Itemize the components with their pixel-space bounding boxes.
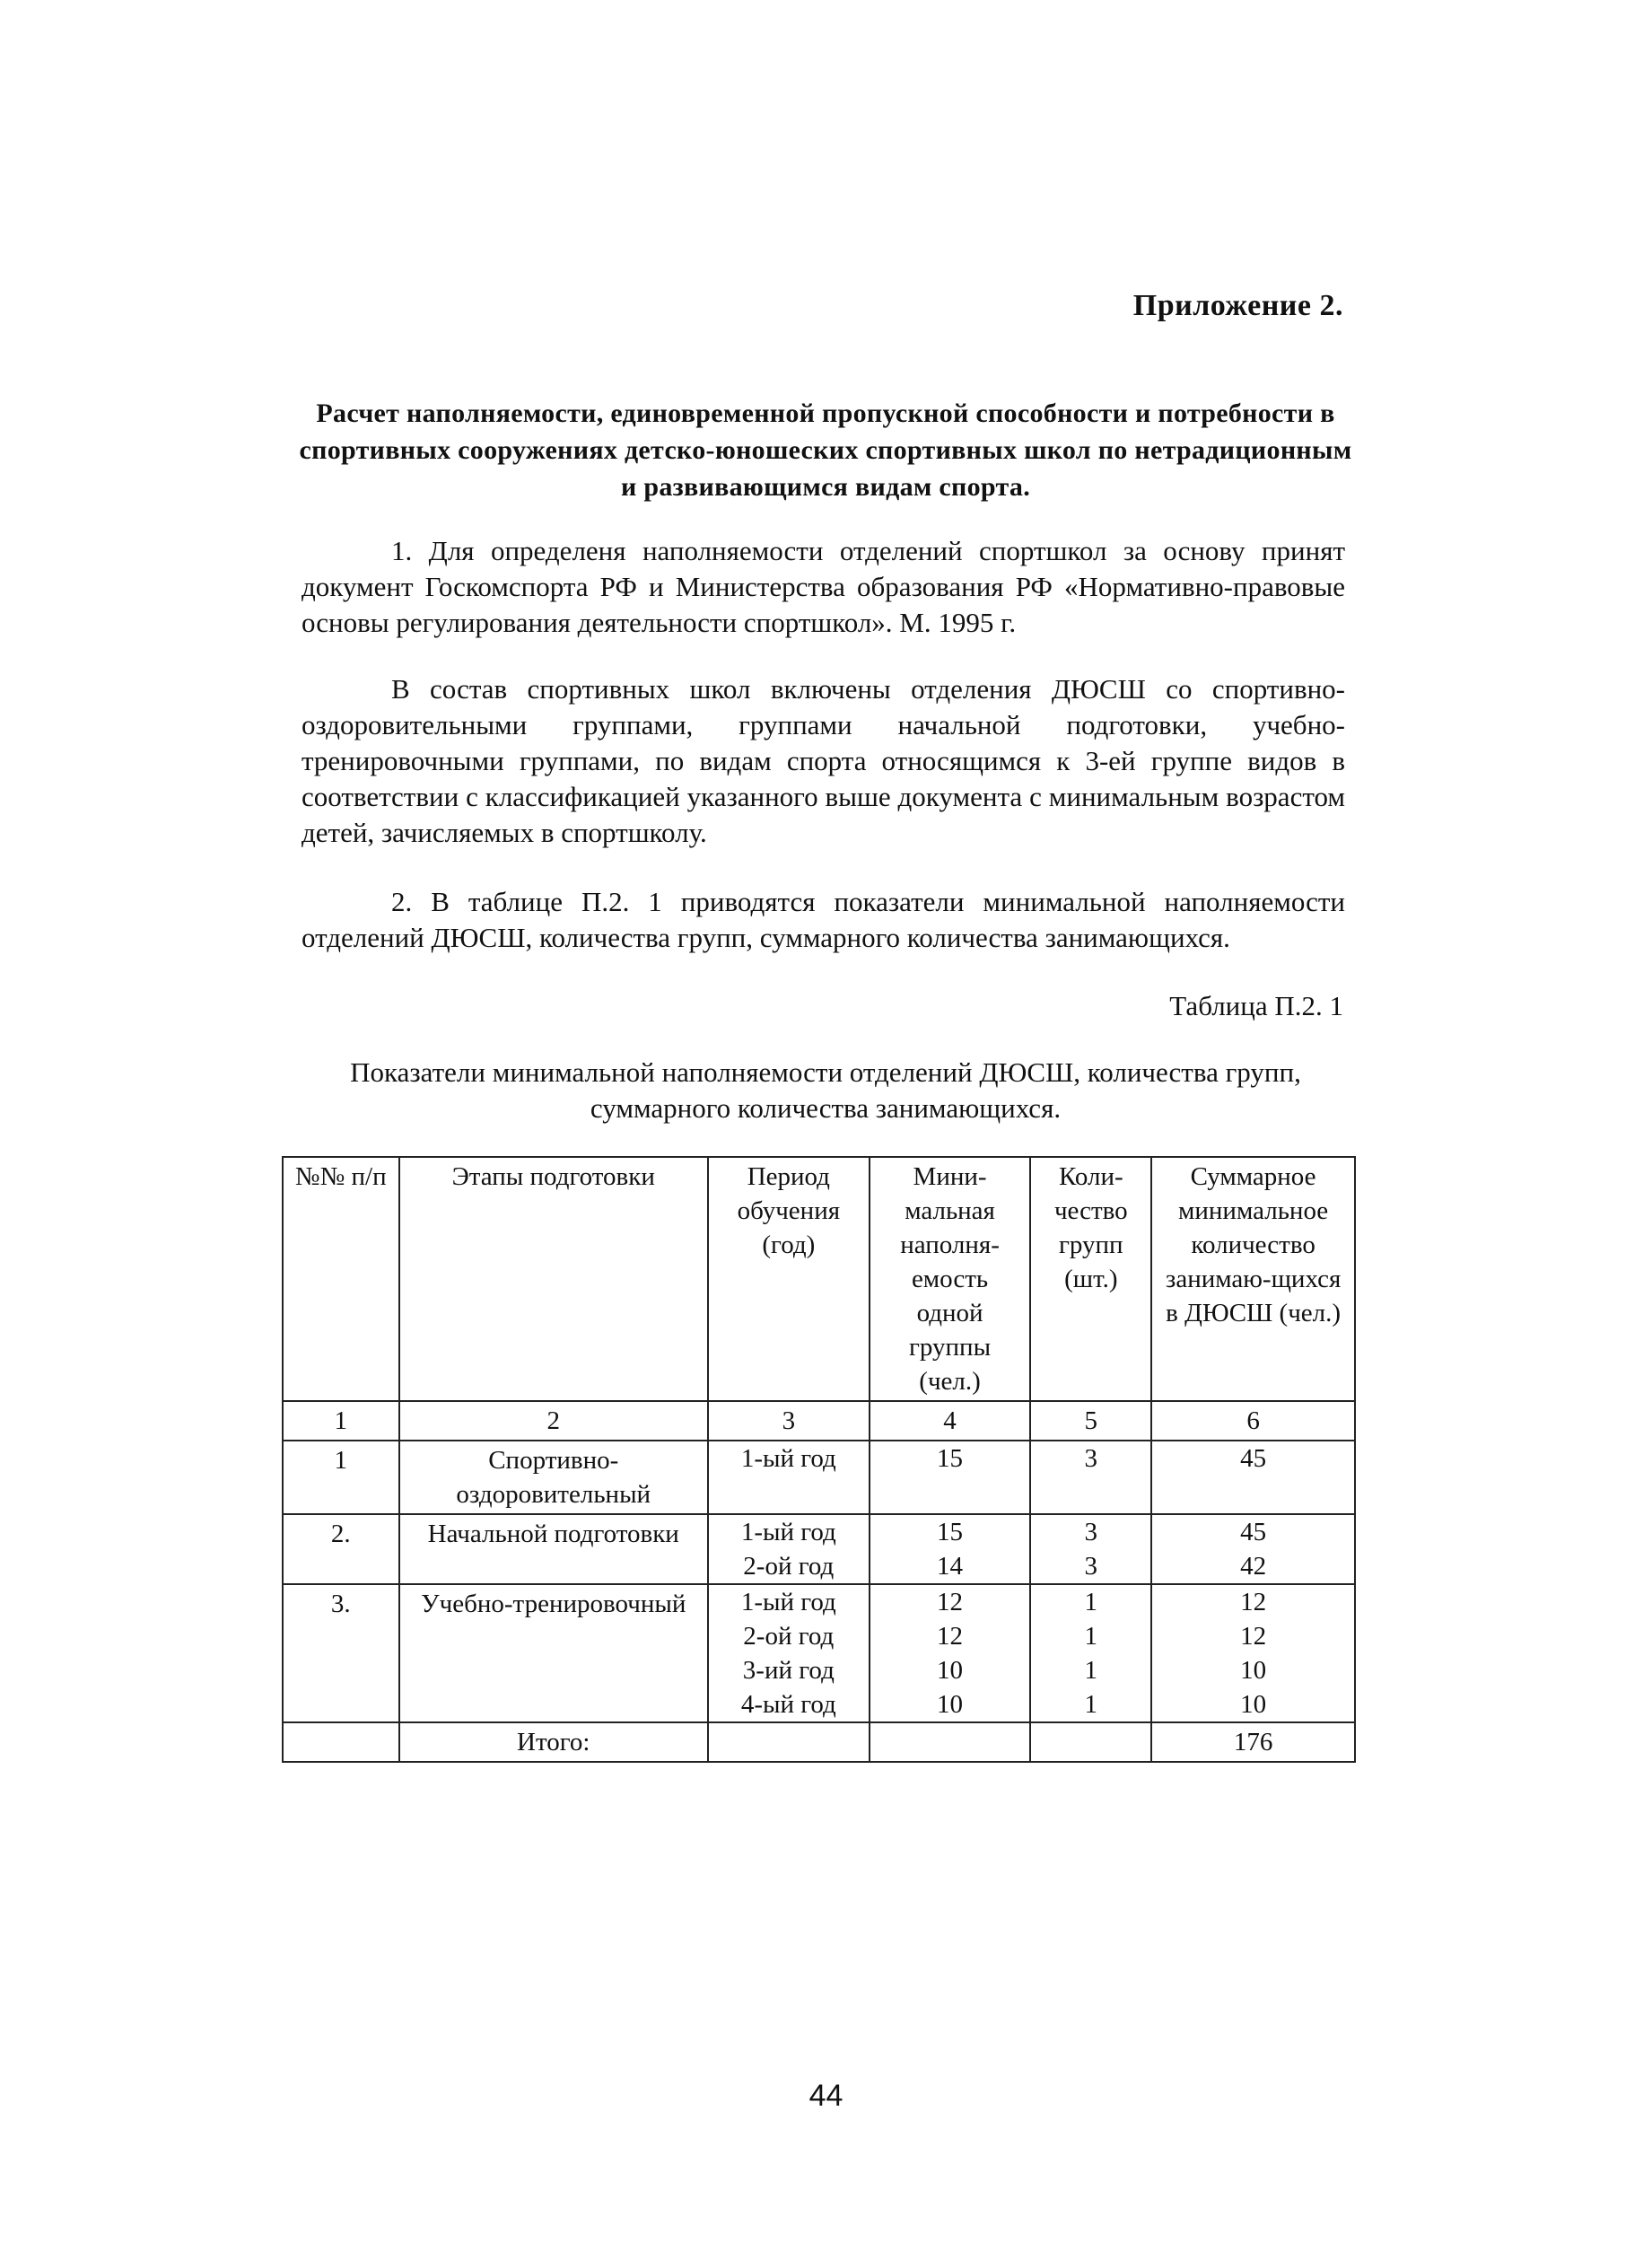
column-number-cell: 1 [283, 1401, 399, 1441]
total-value: 10 [1240, 1690, 1267, 1719]
groups-value: 1 [1084, 1656, 1098, 1685]
header-cell-total: Суммарное минимальное количество занимаю-щихся в ДЮСШ (чел.) [1151, 1157, 1355, 1401]
paragraph-3: 2. В таблице П.2. 1 приводятся показатели минимальной наполняемости отделений ДЮСШ, количества групп, суммарного количества занимающихся. [302, 886, 1345, 953]
min-fill-value: 15 [937, 1444, 964, 1473]
period-value: 4-ый год [740, 1690, 836, 1719]
table-total-row [283, 1722, 1355, 1762]
header-cell-groups: Коли-чество групп (шт.) [1030, 1157, 1151, 1401]
header-cell-stage: Этапы подготовки [399, 1157, 708, 1401]
total-label-cell: Итого: [399, 1722, 708, 1762]
table-row [283, 1514, 1355, 1584]
min-fill-value: 12 [937, 1588, 964, 1616]
column-number-row [283, 1401, 1355, 1441]
period-value: 1-ый год [740, 1588, 836, 1616]
table-caption: Показатели минимальной наполняемости отделений ДЮСШ, количества групп, суммарного количества занимающихся. [350, 1056, 1301, 1124]
min-fill-cell [870, 1441, 1031, 1514]
paragraph-1: 1. Для определеня наполняемости отделений спортшкол за основу принят документ Госкомспорта РФ и Министерства образования РФ «Нормативно-правовые основы регулирования деятельности спортшкол». М. 1995 г. [302, 535, 1345, 638]
min-fill-cell [870, 1584, 1031, 1722]
paragraph-2: В состав спортивных школ включены отделения ДЮСШ со спортивно-оздоровительными группами, группами начальной подготовки, учебно-тренировочными группами, по видам спорта относящимся к 3-ей группе видов в соответствии с классификацией указанного выше документа с минимальным возрастом детей, зачисляемых в спортшколу. [302, 673, 1345, 848]
period-cell [708, 1514, 870, 1584]
total-value: 12 [1240, 1588, 1267, 1616]
total-value: 42 [1240, 1552, 1267, 1581]
min-fill-value: 10 [937, 1656, 964, 1685]
groups-value: 3 [1084, 1552, 1098, 1581]
groups-value: 3 [1084, 1518, 1098, 1546]
min-fill-cell [870, 1514, 1031, 1584]
table-row [283, 1584, 1355, 1722]
period-cell [708, 1584, 870, 1722]
min-fill-value: 10 [937, 1690, 964, 1719]
row-number-cell: 2. [283, 1514, 399, 1584]
total-value: 12 [1240, 1622, 1267, 1651]
total-cell [1151, 1441, 1355, 1514]
groups-cell [1030, 1514, 1151, 1584]
header-cell-min-fill: Мини-мальная наполня-емость одной группы (чел.) [870, 1157, 1031, 1401]
row-number-cell: 3. [283, 1584, 399, 1722]
header-cell-number: №№ п/п [283, 1157, 399, 1401]
groups-cell [1030, 1584, 1151, 1722]
table-header-row [283, 1157, 1355, 1401]
column-number-cell: 2 [399, 1401, 708, 1441]
column-number-cell: 6 [1151, 1401, 1355, 1441]
grand-total-cell: 176 [1151, 1722, 1355, 1762]
column-number-cell: 4 [870, 1401, 1031, 1441]
empty-cell [870, 1722, 1031, 1762]
appendix-label: Приложение 2. [1132, 289, 1343, 322]
groups-value: 1 [1084, 1622, 1098, 1651]
table-label: Таблица П.2. 1 [1169, 990, 1343, 1021]
period-value: 2-ой год [743, 1622, 835, 1651]
stage-cell: Учебно-тренировочный [399, 1584, 708, 1722]
empty-cell [283, 1722, 399, 1762]
groups-value: 3 [1084, 1444, 1098, 1473]
period-value: 2-ой год [743, 1552, 835, 1581]
column-number-cell: 5 [1030, 1401, 1151, 1441]
total-value: 45 [1240, 1444, 1267, 1473]
empty-cell [1030, 1722, 1151, 1762]
min-fill-value: 15 [937, 1518, 964, 1546]
column-number-cell: 3 [708, 1401, 870, 1441]
period-cell [708, 1441, 870, 1514]
stage-cell: Спортивно-оздоровительный [399, 1441, 708, 1514]
groups-cell [1030, 1441, 1151, 1514]
period-value: 3-ий год [742, 1656, 835, 1685]
total-cell [1151, 1514, 1355, 1584]
groups-value: 1 [1084, 1690, 1098, 1719]
groups-value: 1 [1084, 1588, 1098, 1616]
table-row [283, 1441, 1355, 1514]
total-value: 10 [1240, 1656, 1267, 1685]
row-number-cell: 1 [283, 1441, 399, 1514]
min-fill-value: 12 [937, 1622, 964, 1651]
empty-cell [708, 1722, 870, 1762]
period-value: 1-ый год [740, 1518, 836, 1546]
data-table [282, 1156, 1356, 1763]
stage-cell: Начальной подготовки [399, 1514, 708, 1584]
min-fill-value: 14 [937, 1552, 964, 1581]
period-value: 1-ый год [740, 1444, 836, 1473]
header-cell-period: Период обучения (год) [708, 1157, 870, 1401]
document-heading: Расчет наполняемости, единовременной пропускной способности и потребности в спортивных сооружениях детско-юношеских спортивных школ по нетрадиционным и развивающимся видам спорта. [299, 399, 1352, 502]
page-number: 44 [809, 2079, 843, 2113]
total-value: 45 [1240, 1518, 1267, 1546]
total-cell [1151, 1584, 1355, 1722]
